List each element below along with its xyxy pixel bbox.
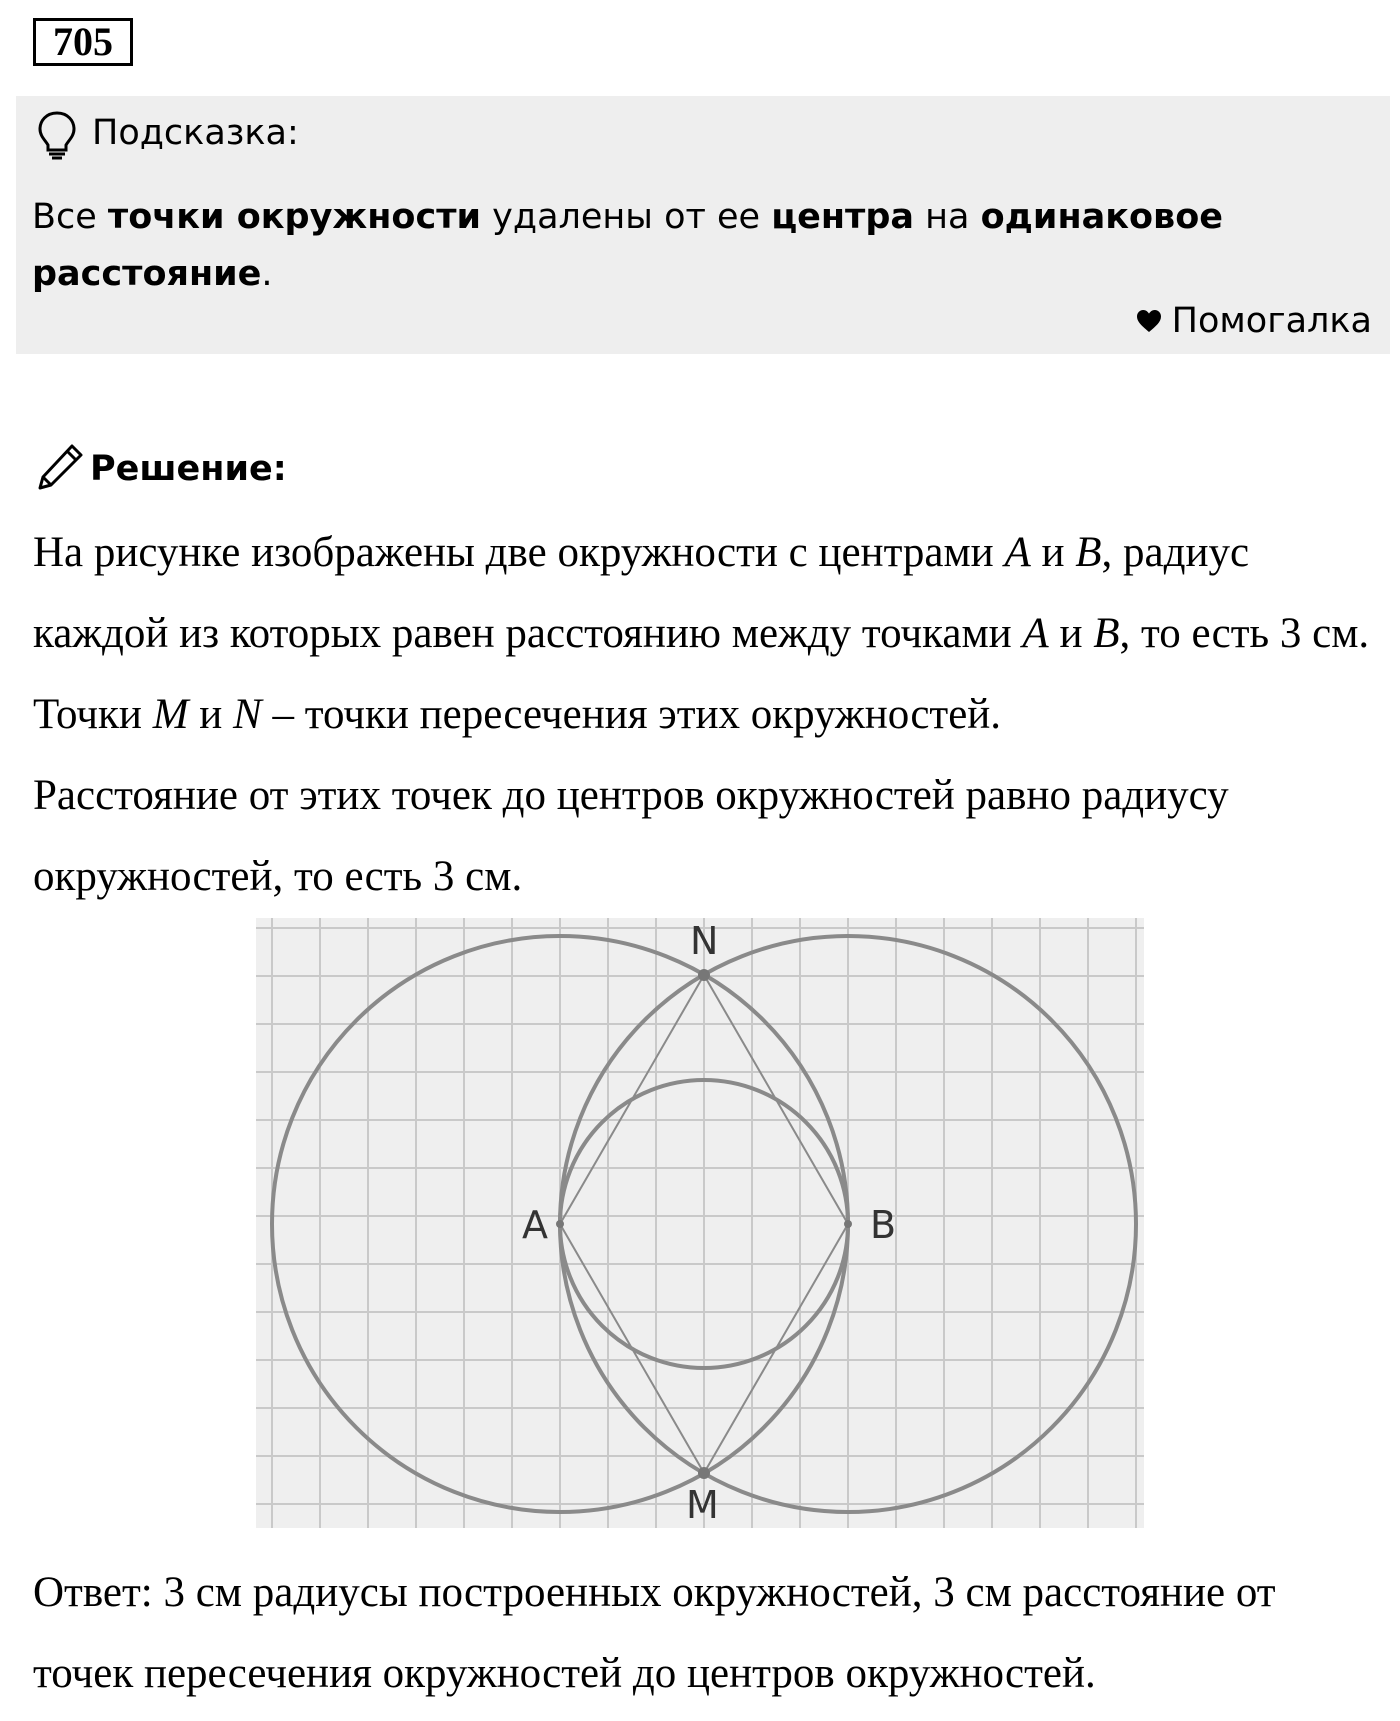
label-a: A xyxy=(522,1203,548,1247)
hint-text: Все точки окружности удалены от ее центра на одинаковое расстояние. xyxy=(32,197,1223,294)
construction-figure xyxy=(256,918,1144,1528)
label-b: B xyxy=(870,1203,897,1247)
lightbulb-icon xyxy=(36,110,78,160)
brand-credit xyxy=(1136,298,1372,344)
hint-title: Подсказка: xyxy=(92,113,299,153)
brand-name: Помогалка xyxy=(1171,301,1372,341)
heart-icon xyxy=(1136,309,1162,333)
solution-paragraph-2: Расстояние от этих точек до центров окружностей равно радиусу окружностей, то есть 3 см. xyxy=(33,772,1229,900)
label-m: M xyxy=(686,1483,719,1527)
label-n: N xyxy=(690,919,719,963)
solution-title: Решение: xyxy=(90,449,287,489)
point-n xyxy=(698,969,710,981)
solution-paragraph-1: На рисунке изображены две окружности с центрами A и B, радиус каждой из которых равен расстоянию между точками A и B, то есть 3 см. Точки M и N – точки пересечения этих окружностей. xyxy=(33,529,1370,738)
point-a xyxy=(556,1220,564,1228)
solution-text xyxy=(33,512,1373,917)
pencil-icon xyxy=(36,442,84,492)
hint-box xyxy=(16,96,1390,354)
grid-paper xyxy=(256,918,1144,1528)
task-number: 705 xyxy=(33,18,133,66)
answer-text: Ответ: 3 см радиусы построенных окружностей, 3 см расстояние от точек пересечения окружностей до центров окружностей. xyxy=(33,1569,1276,1697)
point-m xyxy=(698,1467,710,1479)
point-b xyxy=(844,1220,852,1228)
